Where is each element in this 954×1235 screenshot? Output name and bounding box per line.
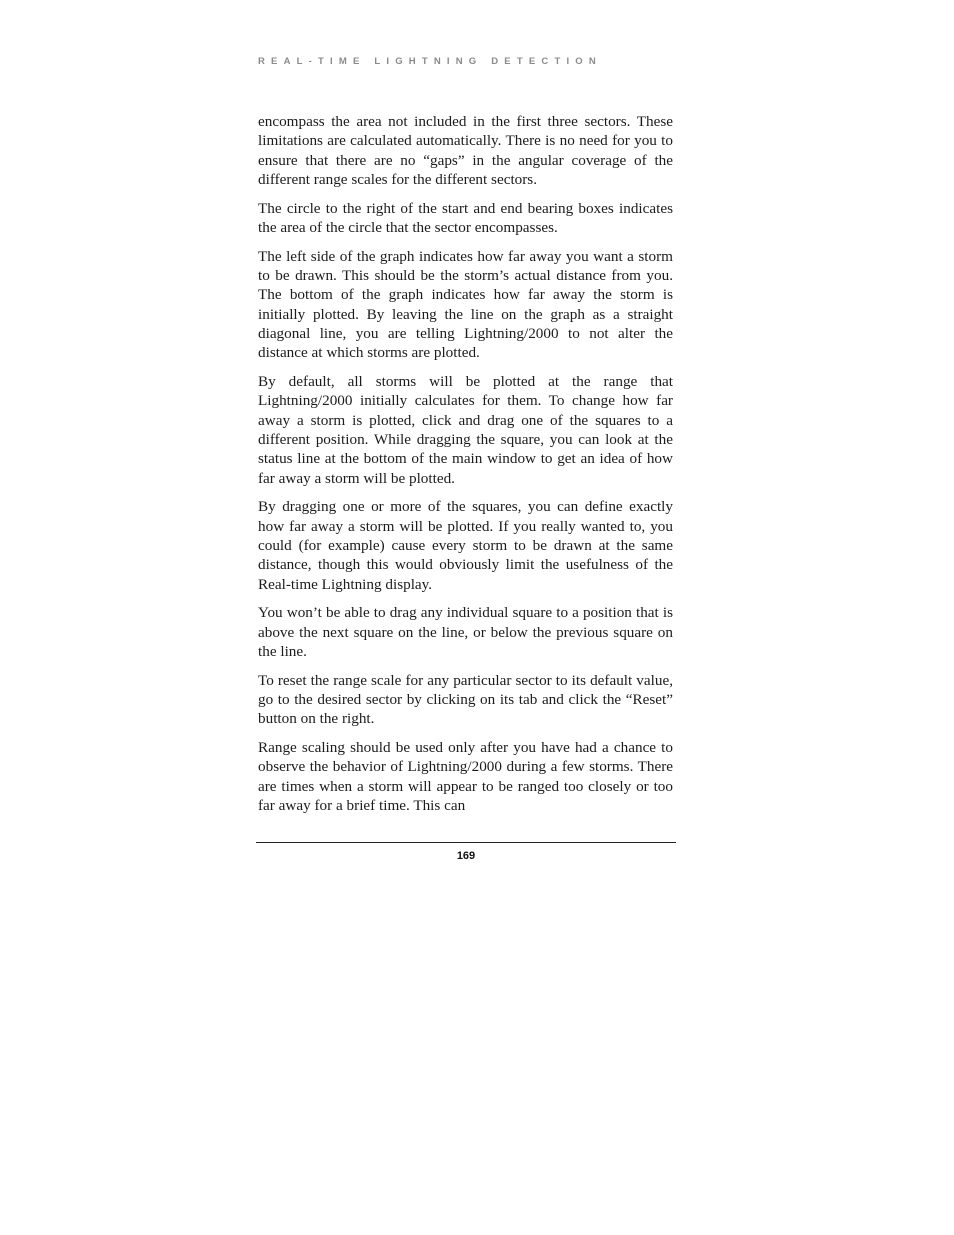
page-number: 169 — [456, 850, 476, 862]
paragraph-drag-limits: You won’t be able to drag any individual square to a position that is above the next square on the line, or below the previous square on the line. — [258, 604, 673, 660]
paragraph-circle-indicator: The circle to the right of the start and end bearing boxes indicates the area of the circle that the sector encompasses. — [258, 199, 673, 236]
footer-divider — [256, 842, 676, 843]
paragraph-default-plotting: By default, all storms will be plotted at the range that Lightning/2000 initially calculates for them. To change how far away a storm is plotted, click and drag one of the squares to a different position. While dragging the square, you can look at the status line at the bottom of the main window to get an idea of how far away a storm will be plotted. — [258, 373, 673, 487]
paragraph-range-scaling-advice: Range scaling should be used only after you have had a chance to observe the behavior of Lightning/2000 during a few storms. There are times when a storm will appear to be ranged too closely or too far away for a brief time. This can — [258, 739, 673, 814]
paragraph-dragging-squares: By dragging one or more of the squares, you can define exactly how far away a storm will be plotted. If you really wanted to, you could (for example) cause every storm to be drawn at the same distance, though this would obviously limit the usefulness of the Real-time Lightning display. — [258, 498, 673, 593]
paragraph-reset-range: To reset the range scale for any particular sector to its default value, go to the desired sector by clicking on its tab and click the “Reset” button on the right. — [258, 671, 673, 728]
paragraph-sector-coverage: encompass the area not included in the first three sectors. These limitations are calculated automatically. There is no need for you to ensure that there are no “gaps” in the angular coverage of the different range scales for the different sectors. — [258, 113, 673, 188]
body-text — [258, 112, 673, 825]
running-header: REAL-TIME LIGHTNING DETECTION — [258, 56, 602, 67]
paragraph-graph-axes: The left side of the graph indicates how far away you want a storm to be drawn. This should be the storm’s actual distance from you. The bottom of the graph indicates how far away the storm is initially plotted. By leaving the line on the graph as a straight diagonal line, you are telling Lightning/2000 to not alter the distance at which storms are plotted. — [258, 247, 673, 362]
